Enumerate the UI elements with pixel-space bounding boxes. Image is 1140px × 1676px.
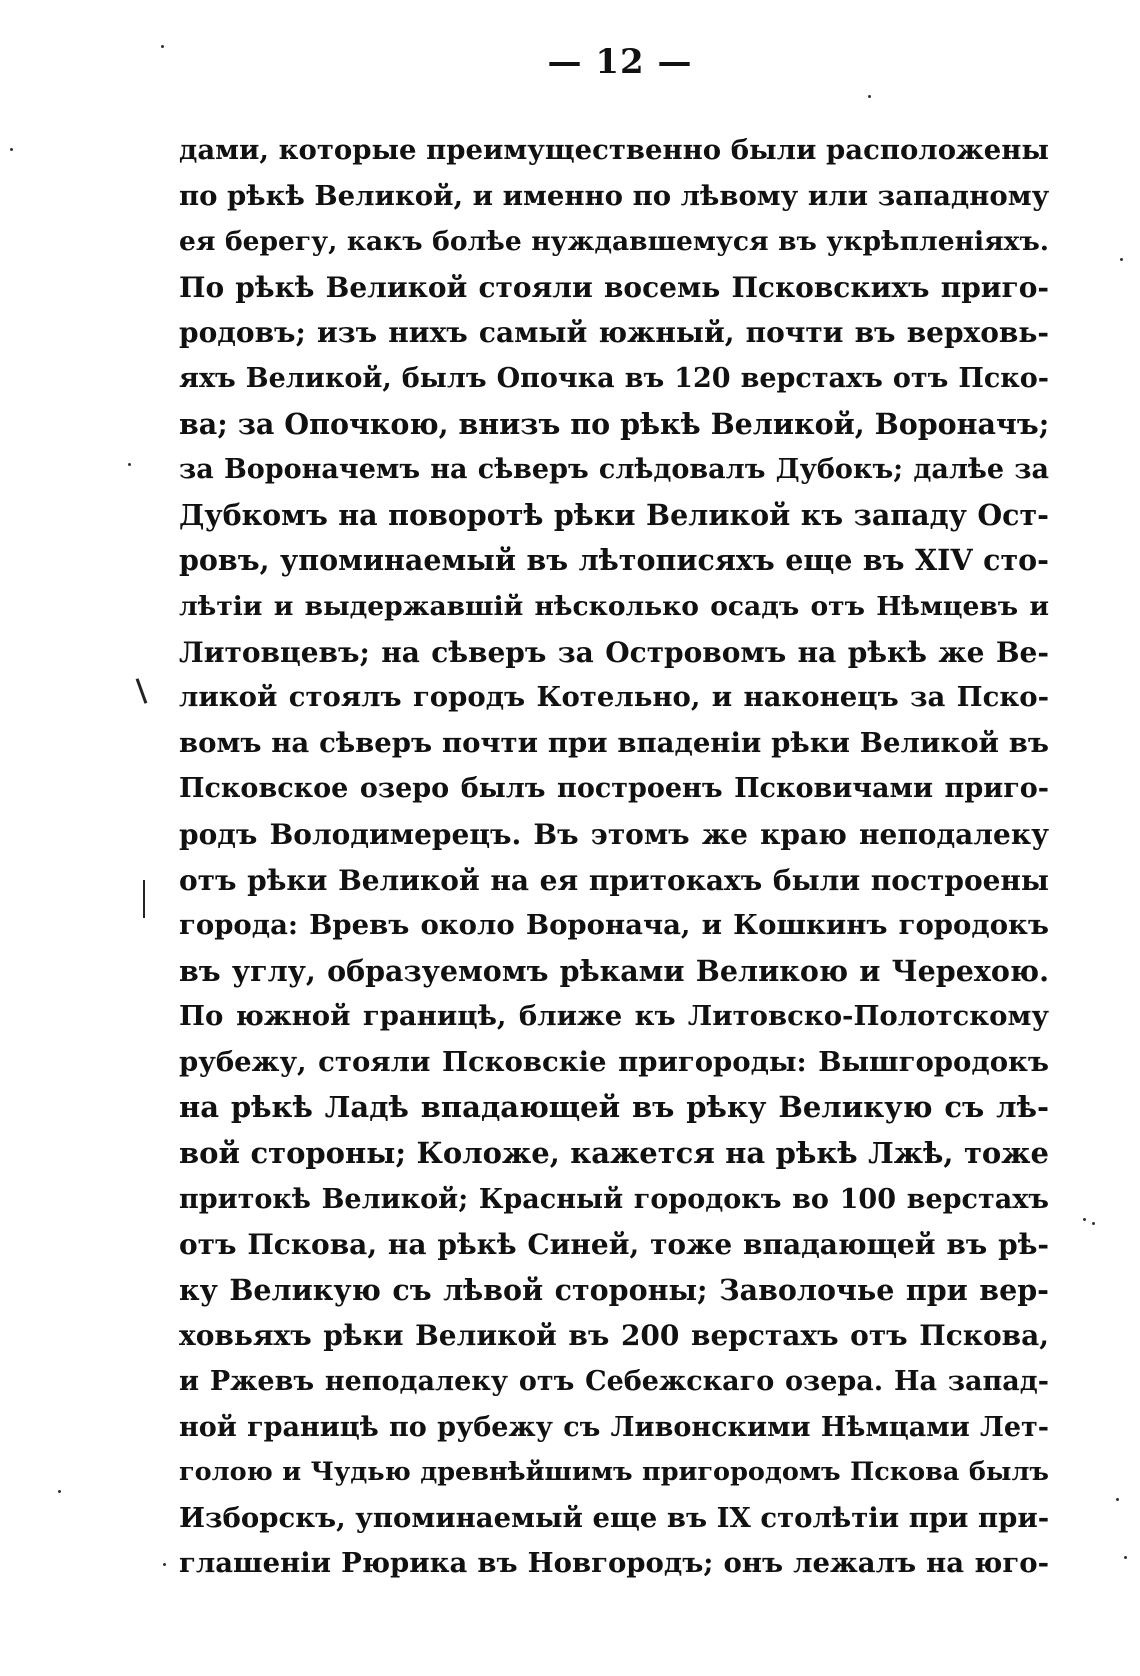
body-text	[179, 128, 1049, 1587]
text-line: ва; за Опочкою, внизъ по рѣкѣ Великой, Вороначъ;	[179, 406, 1049, 441]
text-line: По южной границѣ, ближе къ Литовско-Полотскому	[179, 1000, 1049, 1033]
text-line: голою и Чудью древнѣйшимъ пригородомъ Пскова былъ	[179, 1457, 1049, 1488]
speck	[128, 463, 131, 466]
text-line: родовъ; изъ нихъ самый южный, почти въ верховь-	[179, 316, 1049, 350]
text-line: города: Вревъ около Вороначa, и Кошкинъ городокъ	[179, 909, 1049, 942]
margin-mark-left	[136, 678, 148, 703]
speck	[1116, 1498, 1119, 1501]
text-line: притокѣ Великой; Красный городокъ во 100 верстахъ	[179, 1183, 1049, 1215]
text-line: ку Великую съ лѣвой стороны; Заволочье при вер-	[179, 1272, 1049, 1307]
text-line: ной границѣ по рубежу съ Ливонскими Нѣмцами Лет-	[179, 1411, 1049, 1443]
page-number: — 12 —	[547, 42, 693, 82]
speck	[1083, 1218, 1086, 1221]
text-line: глашеніи Рюрика въ Новгородъ; онъ лежалъ на юго-	[179, 1547, 1049, 1580]
text-line: въ углу, образуемомъ рѣками Великою и Черехою.	[179, 953, 1049, 988]
text-line: ликой стоялъ городъ Котельно, и наконецъ за Пско-	[179, 681, 1049, 714]
text-line: дами, которые преимущественно были расположены	[179, 134, 1049, 166]
text-line: вой стороны; Коложе, кажется на рѣкѣ Лжѣ, тоже	[179, 1136, 1049, 1171]
text-line: яхъ Великой, былъ Опочка въ 120 верстахъ отъ Пско-	[179, 362, 1049, 394]
margin-mark-left-2	[143, 880, 145, 918]
text-line: рубежу, стояли Псковскіе пригороды: Вышгородокъ	[179, 1045, 1049, 1078]
text-line: отъ Пскова, на рѣкѣ Синей, тоже впадающей въ рѣ-	[179, 1228, 1049, 1262]
text-line: ровъ, упоминаемый въ лѣтописяхъ еще въ XIV сто-	[179, 543, 1049, 578]
text-line: Псковское озеро былъ построенъ Псковичами приго-	[179, 773, 1049, 805]
text-line: по рѣкѣ Великой, и именно по лѣвому или западному	[179, 179, 1049, 212]
text-line: родъ Володимерецъ. Въ этомъ же краю неподалеку	[179, 817, 1049, 851]
text-line: вомъ на сѣверъ почти при впаденіи рѣки Великой въ	[179, 726, 1049, 759]
speck	[58, 1490, 61, 1493]
speck	[163, 1563, 166, 1566]
speck	[10, 148, 13, 151]
text-line: отъ рѣки Великой на ея притокахъ были построены	[179, 863, 1049, 897]
text-line: По рѣкѣ Великой стояли восемь Псковскихъ приго-	[179, 270, 1049, 304]
text-line: Дубкомъ на поворотѣ рѣки Великой къ западу Ост-	[179, 497, 1049, 532]
text-line: Литовцевъ; на сѣверъ за Островомъ на рѣкѣ же Ве-	[179, 635, 1049, 669]
text-line: на рѣкѣ Ладѣ впадающей въ рѣку Великую съ лѣ-	[179, 1090, 1049, 1125]
speck	[1120, 258, 1123, 261]
text-line: ея берегу, какъ болѣе нуждавшемуся въ укрѣпленіяхъ.	[179, 226, 1049, 258]
text-line: Изборскъ, упоминаемый еще въ IX столѣтіи при при-	[179, 1501, 1049, 1534]
text-line: лѣтіи и выдержавшій нѣсколько осадъ отъ Нѣмцевъ и	[179, 590, 1049, 622]
text-line: ховьяхъ рѣки Великой въ 200 верстахъ отъ Пскова,	[179, 1319, 1049, 1353]
speck	[1092, 1222, 1095, 1225]
speck	[868, 95, 871, 98]
text-line: за Вороначемъ на сѣверъ слѣдовалъ Дубокъ; далѣе за	[179, 454, 1049, 486]
text-line: и Ржевъ неподалеку отъ Себежскаго озера. На запад-	[179, 1366, 1049, 1398]
speck	[1124, 1556, 1127, 1559]
speck	[161, 45, 164, 48]
